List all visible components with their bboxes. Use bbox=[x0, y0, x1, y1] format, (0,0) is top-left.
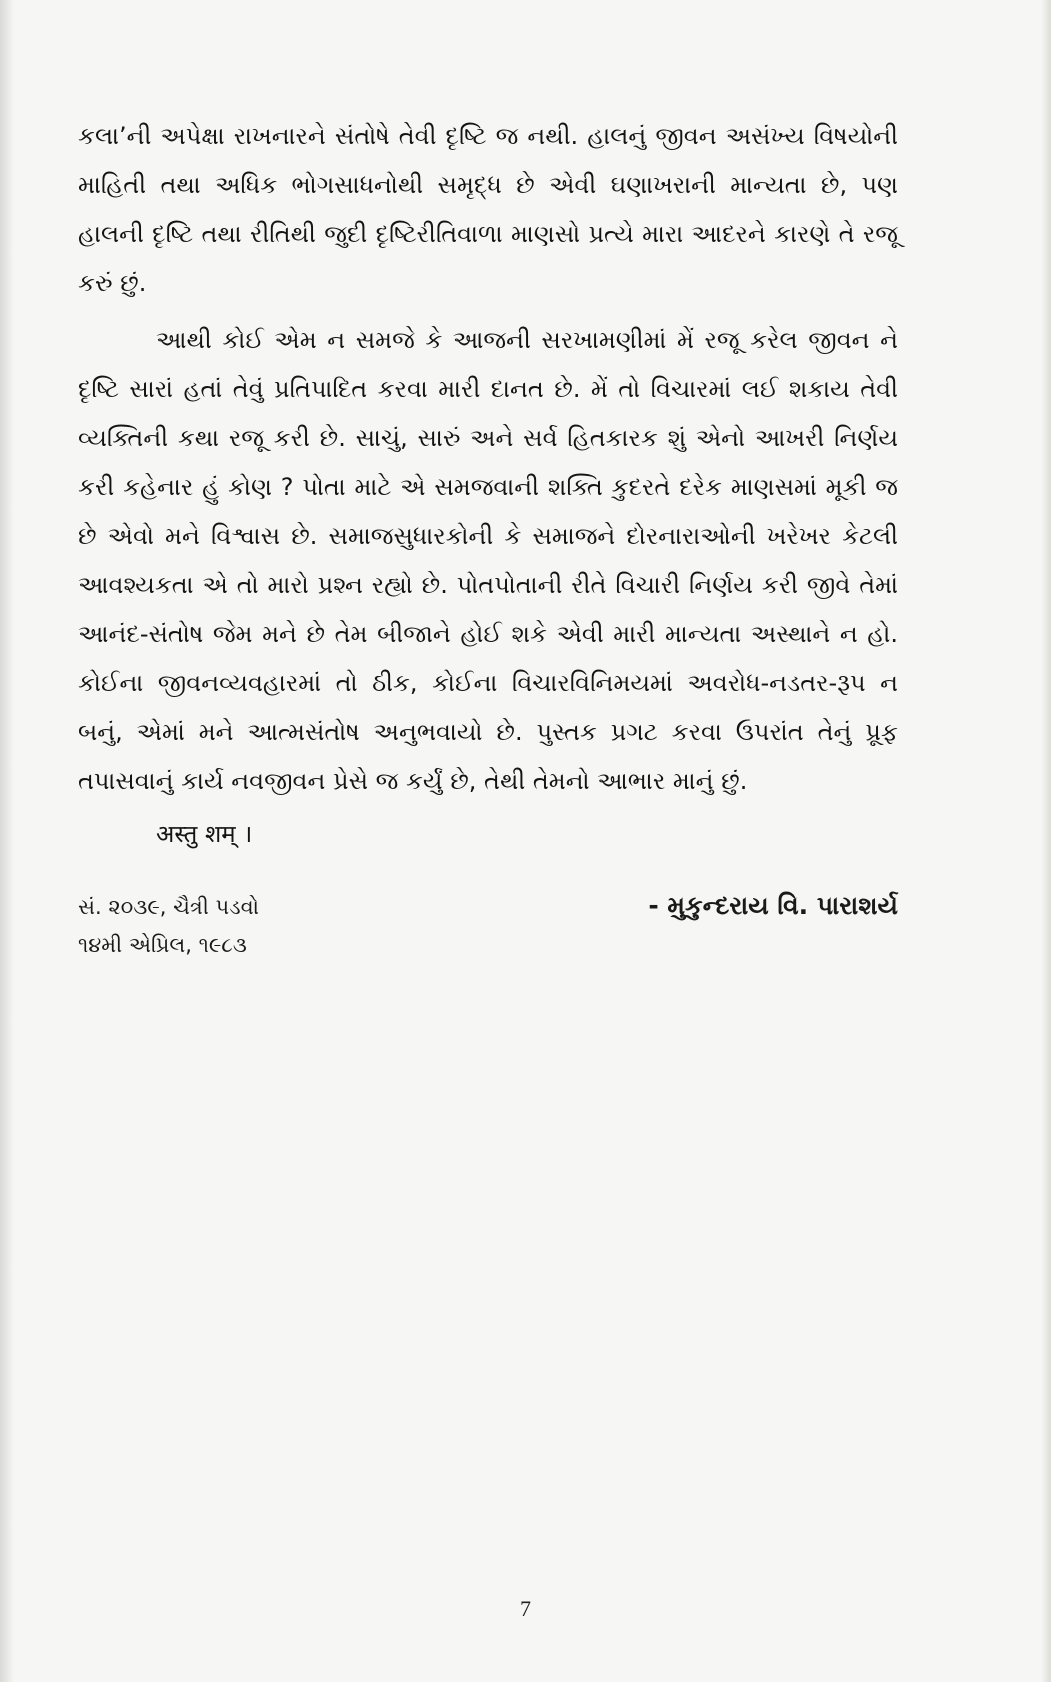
scan-shadow-left bbox=[0, 0, 14, 1682]
signature-block bbox=[78, 888, 898, 964]
closing-blessing: अस्तु शम् । bbox=[156, 820, 253, 848]
date-samvat: સં. ૨૦૩૯, ચૈત્રી પડવો bbox=[78, 895, 259, 919]
page-number: 7 bbox=[520, 1596, 531, 1621]
date-gregorian: ૧૪મી એપ્રિલ, ૧૯૮૩ bbox=[78, 933, 247, 957]
author-signature: - મુકુન્દરાય વિ. પારાશર્ય bbox=[648, 891, 898, 920]
paragraph-continued: કલા’ની અપેક્ષા રાખનારને સંતોષે તેવી દૃષ્ટિ જ નથી. હાલનું જીવન અસંખ્ય વિષયોની માહિતી તથા અધિક ભોગસાધનોથી સમૃદ્ધ છે એવી ઘણાખરાની માન્યતા છે, પણ હાલની દૃષ્ટિ તથા રીતિથી જુદી દૃષ્ટિરીતિવાળા માણસો પ્રત્યે મારા આદરને કારણે તે રજૂ કરું છું. bbox=[78, 122, 898, 297]
scan-shadow-right bbox=[1041, 0, 1051, 1682]
preface-body bbox=[78, 112, 898, 859]
paragraph-main: આથી કોઈ એમ ન સમજે કે આજની સરખામણીમાં મેં રજૂ કરેલ જીવન ને દૃષ્ટિ સારાં હતાં તેવું પ્રતિપાદિત કરવા મારી દાનત છે. મેં તો વિચારમાં લઈ શકાય તેવી વ્યક્તિની કથા રજૂ કરી છે. સાચું, સારું અને સર્વ હિતકારક શું એનો આખરી નિર્ણય કરી કહેનાર હું કોણ ? પોતા માટે એ સમજવાની શક્તિ કુદરતે દરેક માણસમાં મૂકી જ છે એવો મને વિશ્વાસ છે. સમાજસુધારકોની કે સમાજને દોરનારાઓની ખરેખર કેટલી આવશ્યકતા એ તો મારો પ્રશ્ન રહ્યો છે. પોતપોતાની રીતે વિચારી નિર્ણય કરી જીવે તેમાં આનંદ-સંતોષ જેમ મને છે તેમ બીજાને હોઈ શકે એવી મારી માન્યતા અસ્થાને ન હો. કોઈના જીવનવ્યવહારમાં તો ઠીક, કોઈના વિચારવિનિમયમાં અવરોધ-નડતર-રૂપ ન બનું, એમાં મને આત્મસંતોષ અનુભવાયો છે. પુસ્તક પ્રગટ કરવા ઉપરાંત તેનું પ્રૂફ તપાસવાનું કાર્ય નવજીવન પ્રેસે જ કર્યું છે, તેથી તેમનો આભાર માનું છું. bbox=[78, 326, 898, 795]
date-block bbox=[78, 888, 259, 964]
